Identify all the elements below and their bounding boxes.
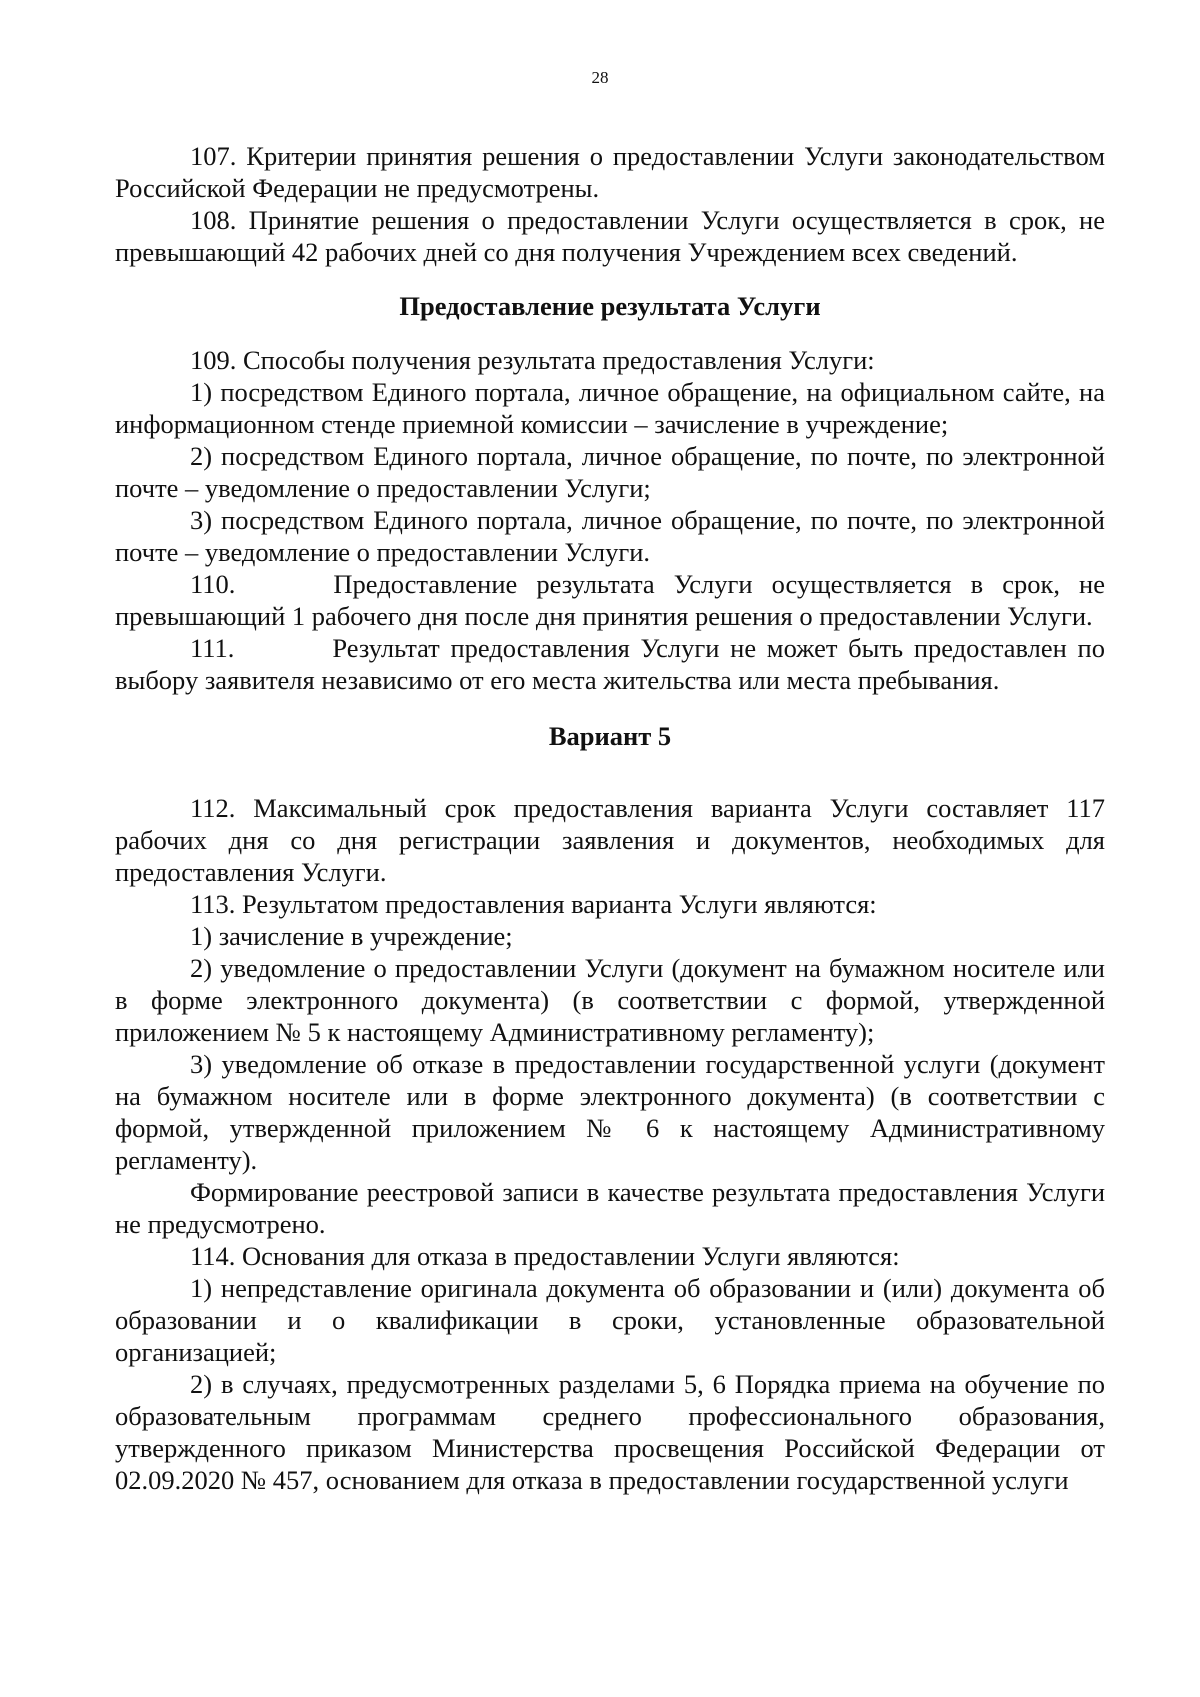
section-heading-variant: Вариант 5 xyxy=(548,721,672,751)
list-item-113-3: 3) уведомление об отказе в предоставлении государственной услуги (документ на бумажном носителе или в форме электронного документа) (в соответствии с формой, утвержденной приложением № 6 к настоящему Административному регламенту). xyxy=(115,1049,1105,1175)
list-item-114-1: 1) непредставление оригинала документа об образовании и (или) документа об образовании и о квалификации в сроки, установленные образовательной организацией; xyxy=(115,1273,1105,1367)
paragraph-110-number: 110. xyxy=(190,569,236,599)
paragraph-111-text: Результат предоставления Услуги не может быть предоставлен по выбору заявителя независимо от его места жительства или места пребывания. xyxy=(115,633,1105,695)
list-item-113-1: 1) зачисление в учреждение; xyxy=(190,921,513,951)
list-item-109-2: 2) посредством Единого портала, личное обращение, по почте, по электронной почте – уведомление о предоставлении Услуги; xyxy=(115,441,1105,503)
paragraph-111-number: 111. xyxy=(190,633,235,663)
paragraph-111 xyxy=(115,632,1105,696)
paragraph-110-text: Предоставление результата Услуги осуществляется в срок, не превышающий 1 рабочего дня после дня принятия решения о предоставлении Услуги. xyxy=(115,569,1105,631)
paragraph-113: 113. Результатом предоставления варианта Услуги являются: xyxy=(190,889,877,919)
list-item-114-2: 2) в случаях, предусмотренных разделами 5, 6 Порядка приема на обучение по образовательным программам среднего профессионального образования, утвержденного приказом Министерства просвещения Российской Федерации от 02.09.2020 № 457, основанием для отказа в предоставлении государственной услуги xyxy=(115,1369,1105,1495)
paragraph-107: 107. Критерии принятия решения о предоставлении Услуги законодательством Российской Федерации не предусмотрены. xyxy=(115,141,1105,203)
paragraph-110 xyxy=(115,568,1105,632)
page-number: 28 xyxy=(591,68,609,87)
paragraph-109: 109. Способы получения результата предоставления Услуги: xyxy=(190,345,875,375)
section-heading-result: Предоставление результата Услуги xyxy=(399,291,821,321)
list-item-109-3: 3) посредством Единого портала, личное обращение, по почте, по электронной почте – уведомление о предоставлении Услуги. xyxy=(115,505,1105,567)
paragraph-registry-note: Формирование реестровой записи в качестве результата предоставления Услуги не предусмотрено. xyxy=(115,1177,1105,1239)
paragraph-114: 114. Основания для отказа в предоставлении Услуги являются: xyxy=(190,1241,900,1271)
paragraph-108: 108. Принятие решения о предоставлении Услуги осуществляется в срок, не превышающий 42 рабочих дней со дня получения Учреждением всех сведений. xyxy=(115,205,1105,267)
list-item-109-1: 1) посредством Единого портала, личное обращение, на официальном сайте, на информационном стенде приемной комиссии – зачисление в учреждение; xyxy=(115,377,1105,439)
paragraph-112: 112. Максимальный срок предоставления варианта Услуги составляет 117 рабочих дня со дня регистрации заявления и документов, необходимых для предоставления Услуги. xyxy=(115,793,1105,887)
list-item-113-2: 2) уведомление о предоставлении Услуги (документ на бумажном носителе или в форме электронного документа) (в соответствии с формой, утвержденной приложением № 5 к настоящему Административному регламенту); xyxy=(115,953,1105,1047)
document-body xyxy=(115,140,1105,1496)
